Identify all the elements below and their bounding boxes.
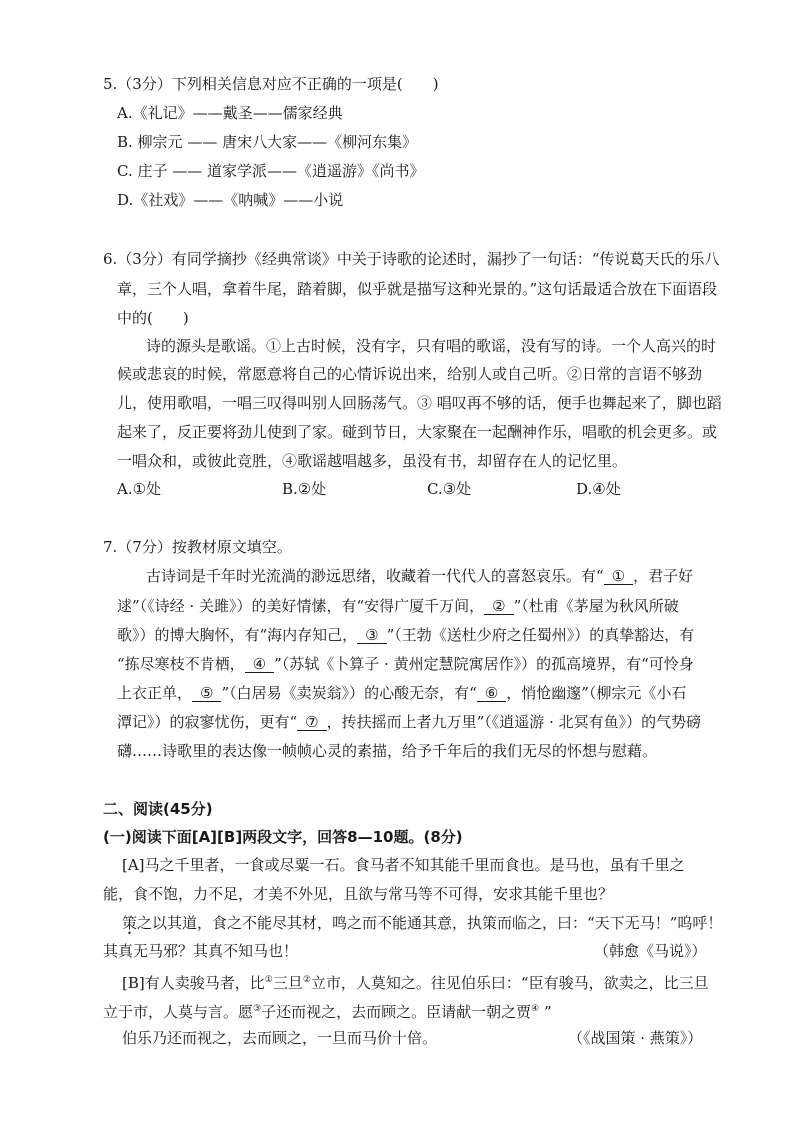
q5-option-d: D.《社戏》——《呐喊》——小说 (117, 191, 344, 209)
q7-blank-5[interactable]: ⑤ (192, 685, 221, 702)
passage-a-line: 能，食不饱，力不足，才美不外见，且欲与常马等不可得，安求其能千里也？ (103, 885, 614, 903)
q6-stem-line: 6.（3分）有同学摘抄《经典常谈》中关于诗歌的论述时，漏抄了一句话：“传说葛天氏的乐八 (103, 250, 720, 268)
passage-a-line: 策之以其道，食之不能尽其材，鸣之而不能通其意，执策而临之，曰：“天下无马！”呜呼！ (122, 914, 723, 932)
passage-b-source: （《战国策 · 燕策》） (568, 1029, 703, 1047)
q6-option-c: C.③处 (427, 480, 472, 498)
emphasis-char: 策 (122, 914, 138, 932)
q7-blank-3[interactable]: ③ (357, 627, 386, 644)
passage-a-line: 其真无马邪？其真不知马也！ (103, 942, 299, 960)
footnote-mark: ③ (253, 1004, 262, 1014)
passage-b-line: 立于市，人莫与言。愿③子还而视之，去而顾之。臣请献一朝之贾④ ” (103, 1003, 552, 1021)
q7-text-line: 潭记》）的寂寥忧伤，更有“ ⑦ ，抟扶摇而上者九万里”（《逍遥游 · 北冥有鱼》）的气势磅 (117, 713, 702, 731)
footnote-mark: ④ (531, 1004, 540, 1014)
q7-text-line: 礴……诗歌里的表达像一帧帧心灵的素描，给予千年后的我们无尽的怀想与慰藉。 (117, 742, 658, 760)
q5-option-c: C. 庄子 —— 道家学派——《逍遥游》《尚书》 (117, 162, 425, 180)
q5-option-b: B. 柳宗元 —— 唐宋八大家——《柳河东集》 (117, 133, 418, 151)
q6-passage-line: 起来了，反正要将劲儿使到了家。碰到节日，大家聚在一起酬神作乐，唱歌的机会更多。或 (117, 423, 718, 441)
q6-option-b: B.②处 (282, 480, 327, 498)
q7-blank-1[interactable]: ① (604, 568, 633, 585)
footnote-mark: ② (302, 975, 311, 985)
q6-stem-line: 中的( ) (117, 309, 189, 327)
q5-stem: 5.（3分）下列相关信息对应不正确的一项是( ) (103, 75, 439, 93)
q6-passage-line: 儿，使用歌唱，一唱三叹得叫别人回肠荡气。③ 唱叹再不够的话，便手也舞起来了，脚也蹈 (117, 394, 722, 412)
q6-passage-line: 候或悲哀的时候，常愿意将自己的心情诉说出来，给别人或自己听。②日常的言语不够劲 (117, 365, 703, 383)
q7-stem: 7.（7分）按教材原文填空。 (103, 538, 292, 556)
passage-a-line: [A]马之千里者，一食或尽粟一石。食马者不知其能千里而食也。是马也，虽有千里之 (122, 856, 685, 874)
q7-blank-4[interactable]: ④ (245, 656, 274, 673)
section-subtitle: (一)阅读下面[A][B]两段文字，回答8—10题。(8分) (103, 828, 463, 846)
footnote-mark: ① (264, 975, 273, 985)
q7-text-line: 古诗词是千年时光流淌的渺远思绪，收藏着一代代人的喜怒哀乐。有“ ① ，君子好 (146, 567, 694, 585)
passage-b-line: [B]有人卖骏马者，比①三旦②立市，人莫知之。往见伯乐曰：“臣有骏马，欲卖之，比三旦 (122, 974, 709, 992)
q6-passage-line: 诗的源头是歌谣。①上古时候，没有字，只有唱的歌谣，没有写的诗。一个人高兴的时 (146, 337, 717, 355)
passage-a-source: （韩愈《马说》） (594, 942, 707, 960)
q6-stem-line: 章，三个人唱，拿着牛尾，踏着脚，似乎就是描写这种光景的。”这句话最适合放在下面语段 (117, 280, 718, 298)
q7-blank-7[interactable]: ⑦ (297, 714, 326, 731)
q7-text-line: 逑”（《诗经 · 关雎》）的美好情愫，有“安得广厦千万间， ② ”（杜甫《茅屋为秋风所破 (117, 597, 679, 615)
q7-blank-2[interactable]: ② (484, 598, 513, 615)
q7-text-line: “拣尽寒枝不肯栖， ④ ”（苏轼《卜算子 · 黄州定慧院寓居作》）的孤高境界，有“可怜身 (117, 655, 694, 673)
q6-option-d: D.④处 (576, 480, 621, 498)
q7-text-line: 上衣正单， ⑤ ”（白居易《卖炭翁》）的心酸无奈，有“ ⑥ ，悄怆幽邃”（柳宗元《小石 (117, 684, 687, 702)
section-title: 二、阅读(45分) (103, 800, 213, 818)
q6-passage-line: 一唱众和，或彼此竞胜，④歌谣越唱越多，虽没有书，却留存在人的记忆里。 (117, 452, 628, 470)
q7-text-line: 歌》）的博大胸怀，有“海内存知己， ③ ”（王勃《送杜少府之任蜀州》）的真挚豁达，有 (117, 626, 695, 644)
q7-blank-6[interactable]: ⑥ (477, 685, 506, 702)
q5-option-a: A.《礼记》——戴圣——儒家经典 (117, 104, 343, 122)
q6-option-a: A.①处 (117, 480, 162, 498)
passage-b-line: 伯乐乃还而视之，去而顾之，一旦而马价十倍。 (122, 1029, 438, 1047)
